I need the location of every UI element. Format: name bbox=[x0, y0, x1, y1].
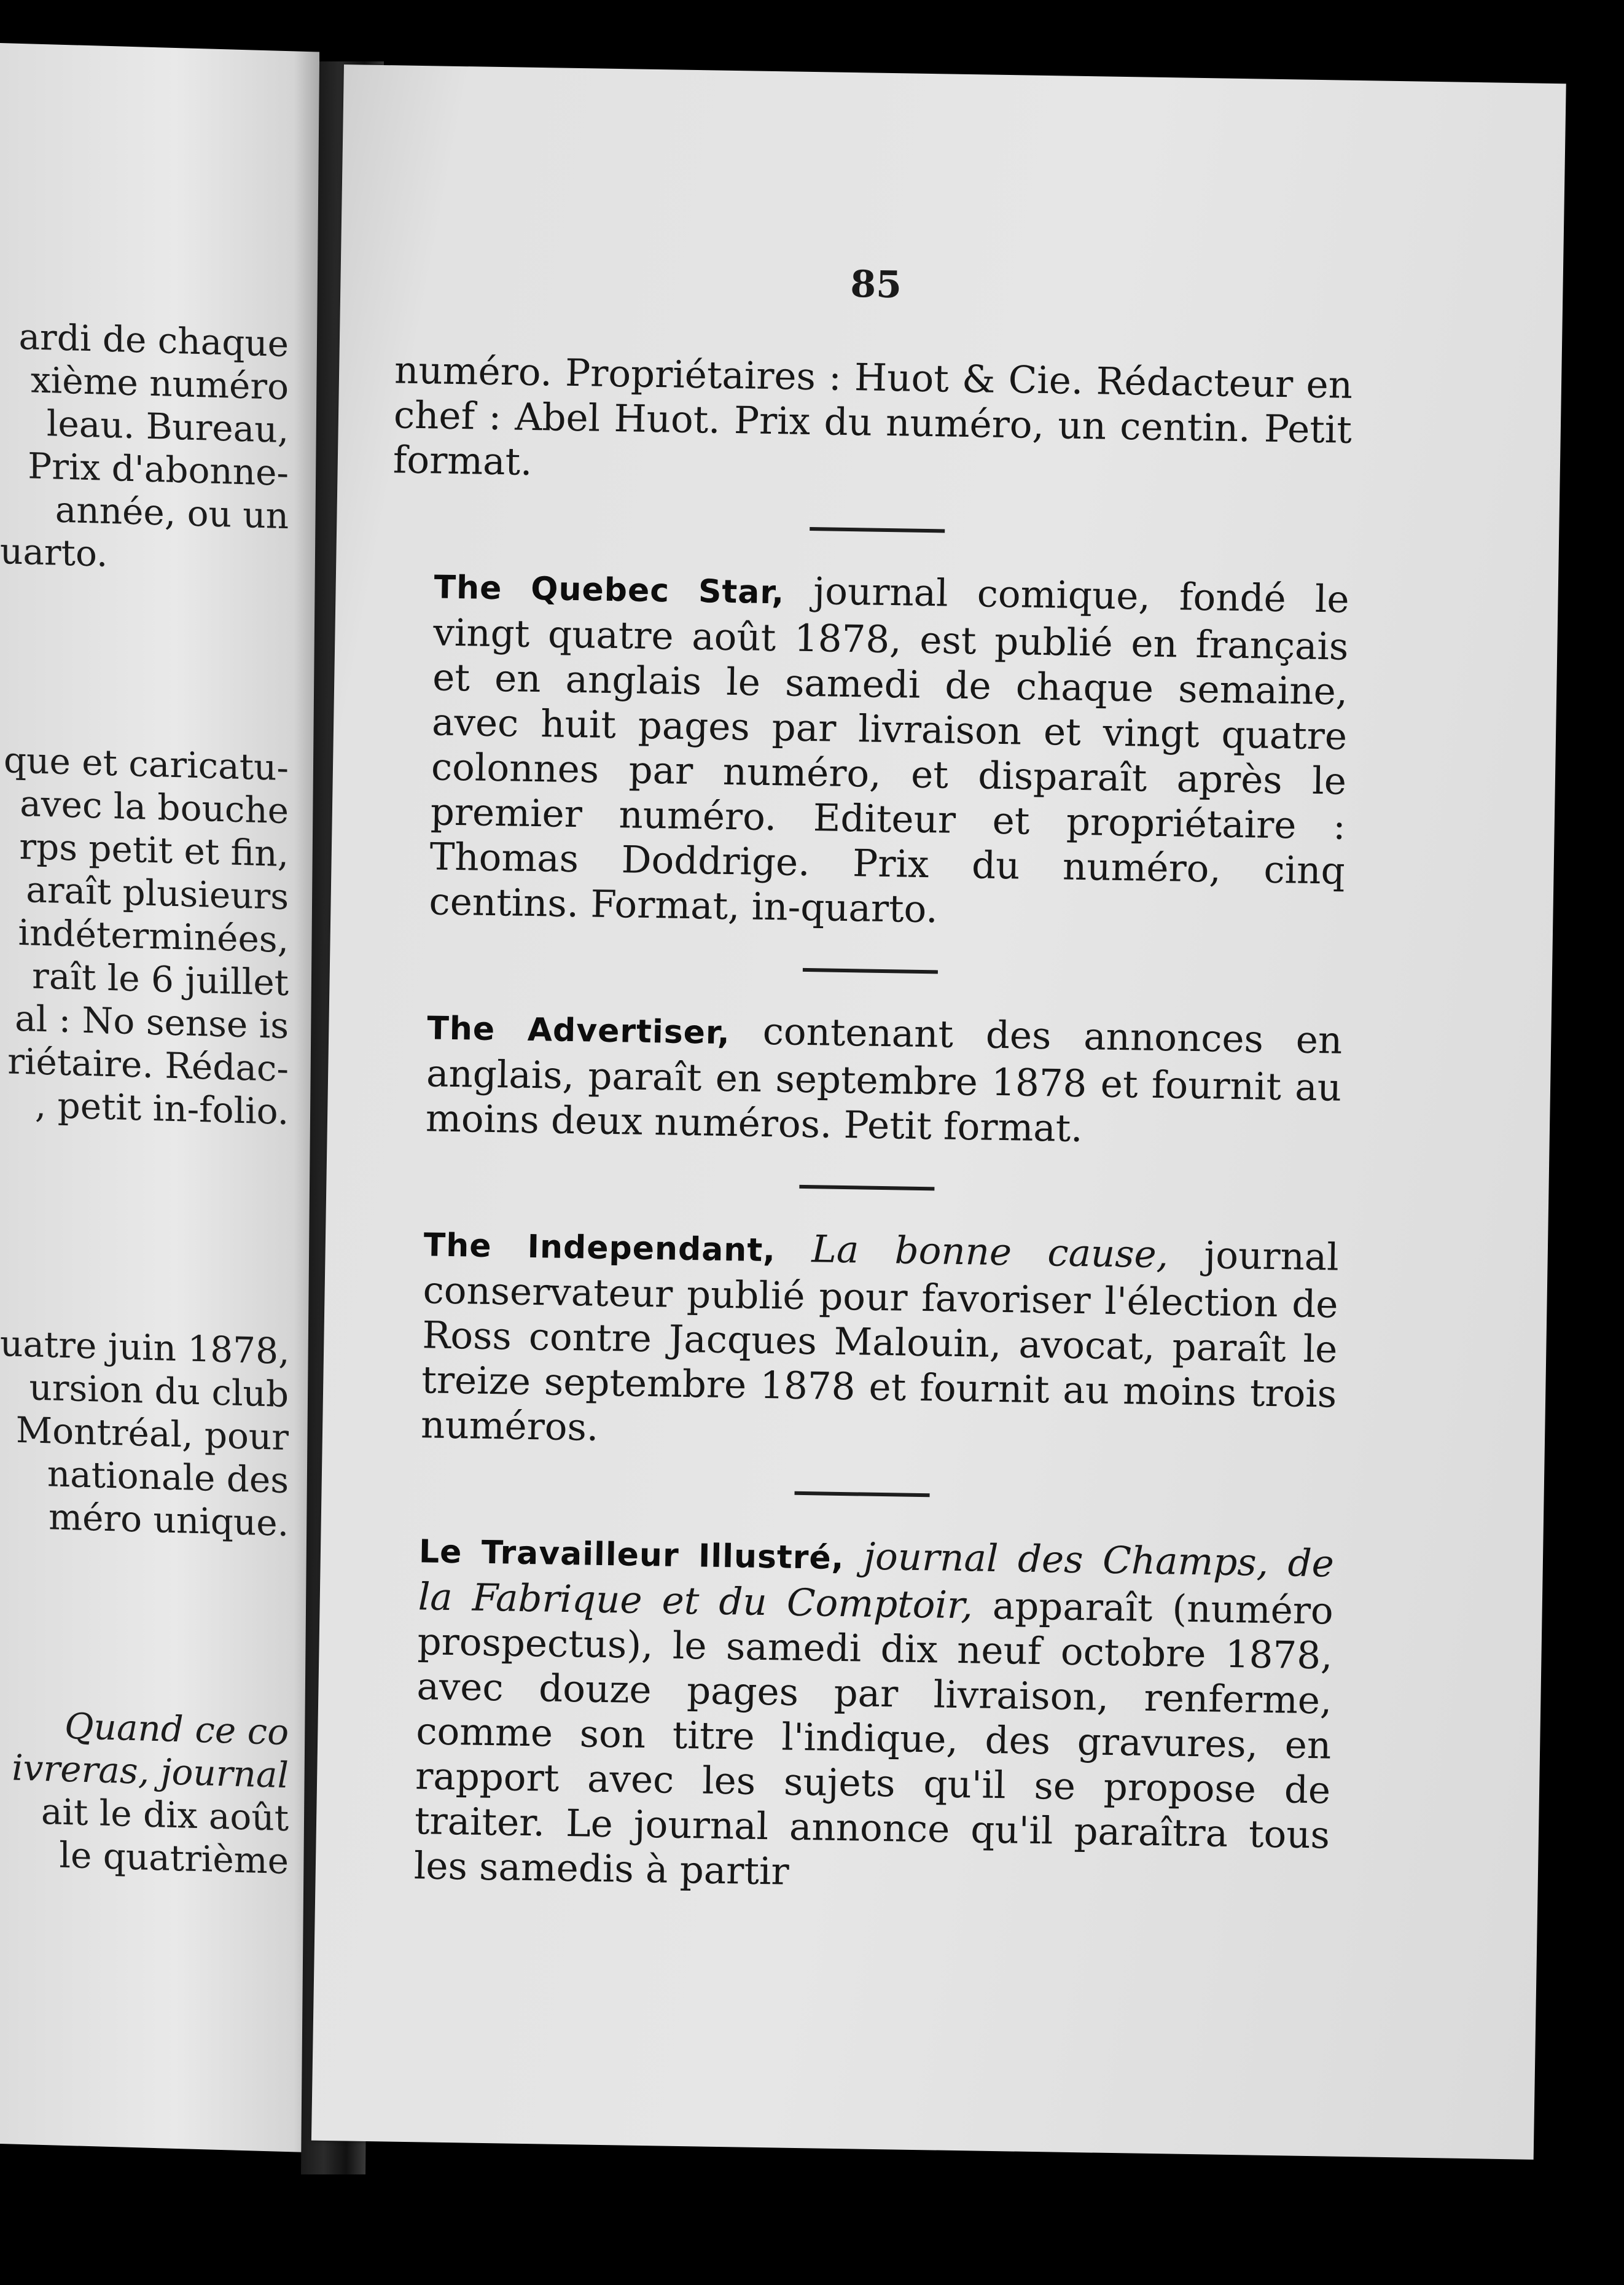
page-number: 85 bbox=[849, 262, 902, 307]
entry-paragraph bbox=[383, 1003, 1343, 1155]
section-divider bbox=[803, 968, 938, 974]
left-text-fragment: riétaire. Rédac- bbox=[7, 1040, 289, 1090]
entry-subtitle: journal des Champs, de la Fabrique et du Comptoir, bbox=[418, 1534, 1335, 1628]
entry-independant bbox=[378, 1220, 1340, 1461]
entry-body: contenant des annonces en anglais, paraît en septembre 1878 et fournit au moins deux numéros. Petit format. bbox=[425, 1009, 1343, 1151]
entry-body: apparaît (numéro prospectus), le samedi dix neuf octobre 1878, avec douze pages par livraison, renferme, comme son titre l'indique, des gravures, en rapport avec les sujets qu'il se propose de traiter. Le journal annonce qu'il paraîtra tous les samedis à partir bbox=[413, 1584, 1334, 1894]
left-text-fragment: ursion du club bbox=[29, 1366, 289, 1416]
left-text-fragment: méro unique. bbox=[49, 1496, 289, 1545]
left-text-fragment: al : No sense is bbox=[15, 997, 289, 1047]
section-divider bbox=[799, 1185, 934, 1190]
left-text-fragment: xième numéro bbox=[30, 359, 289, 408]
left-text-fragment: le quatrième bbox=[59, 1834, 289, 1883]
left-text-fragment: année, ou un bbox=[55, 488, 289, 537]
left-text-fragment: avec la bouche bbox=[20, 782, 289, 832]
entry-title: Le Travailleur Illustré, bbox=[418, 1533, 845, 1577]
left-text-fragment: que et caricatu- bbox=[4, 739, 289, 789]
entry-paragraph bbox=[370, 1526, 1334, 1902]
left-text-fragment: indéterminées, bbox=[18, 911, 289, 961]
entry-body: numéro. Propriétaires : Huot & Cie. Rédacteur en chef : Abel Huot. Prix du numéro, un centin. Petit format. bbox=[392, 348, 1353, 484]
entry-advertiser bbox=[383, 1003, 1343, 1155]
entry-quebec-star bbox=[386, 562, 1349, 938]
entry-body: journal conservateur publié pour favoriser l'élection de Ross contre Jacques Malouin, avocat, paraît le treize septembre 1878 et fournit au moins trois numéros. bbox=[420, 1233, 1340, 1450]
left-text-fragment: ait le dix août bbox=[41, 1790, 289, 1840]
right-page bbox=[311, 64, 1566, 2160]
entry-subtitle: La bonne cause, bbox=[811, 1227, 1169, 1277]
section-divider bbox=[810, 527, 945, 533]
entry-travailleur-illustre bbox=[370, 1526, 1334, 1902]
entry-continuation bbox=[392, 348, 1353, 497]
section-divider bbox=[795, 1491, 930, 1497]
entry-title: The Advertiser, bbox=[426, 1010, 731, 1052]
left-text-fragment: uarto. bbox=[0, 530, 108, 575]
left-text-fragment: Montréal, pour bbox=[15, 1408, 289, 1459]
entry-paragraph bbox=[378, 1220, 1340, 1461]
entry-paragraph bbox=[386, 562, 1349, 938]
left-text-fragment: leau. Bureau, bbox=[46, 402, 289, 451]
left-facing-page bbox=[0, 43, 319, 2153]
left-text-fragment: , petit in-folio. bbox=[34, 1084, 289, 1133]
left-text-fragment: ardi de chaque bbox=[18, 315, 289, 365]
text-block bbox=[370, 243, 1354, 1902]
left-text-fragment: ivreras, journal bbox=[12, 1746, 289, 1797]
left-text-fragment: Prix d'abonne- bbox=[28, 445, 289, 494]
entry-body: journal comique, fondé le vingt quatre août 1878, est publié en français et en anglais le samedi de chaque semaine, avec huit pages par livraison et vingt quatre colonnes par numéro, et disparaît après le premier numéro. Editeur et propriétaire : Thomas Doddrige. Prix du numéro, cinq centins. Format, in-quarto. bbox=[429, 569, 1350, 932]
left-text-fragment: uatre juin 1878, bbox=[0, 1322, 290, 1373]
left-text-fragment: rps petit et fin, bbox=[19, 825, 289, 875]
left-text-fragment: nationale des bbox=[47, 1453, 289, 1502]
left-text-fragment: Quand ce co bbox=[64, 1705, 289, 1754]
entry-title: The Independant, bbox=[423, 1227, 776, 1270]
entry-title: The Quebec Star, bbox=[434, 569, 785, 612]
left-text-fragment: araît plusieurs bbox=[26, 869, 289, 918]
left-text-fragment: raît le 6 juillet bbox=[32, 955, 289, 1004]
